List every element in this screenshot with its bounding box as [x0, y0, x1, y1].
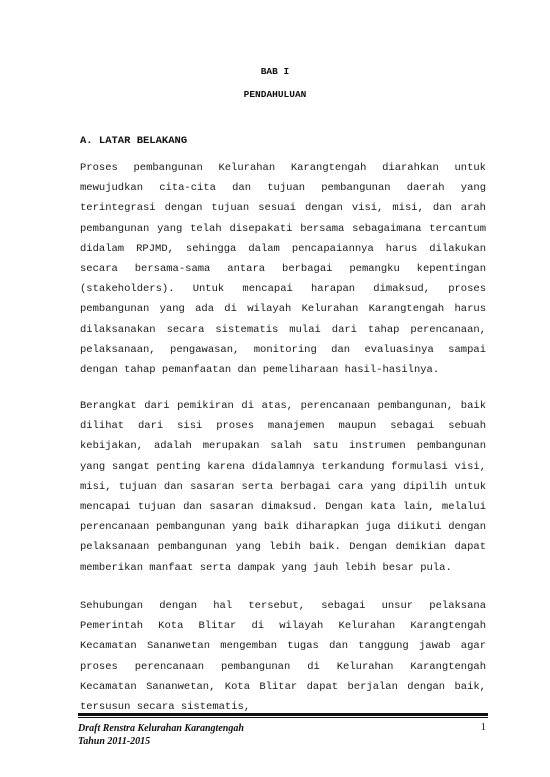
footer-text [78, 722, 244, 748]
chapter-title: PENDAHULUAN [243, 89, 307, 100]
footer-document-title: Draft Renstra Kelurahan Karangtengah [78, 723, 244, 734]
footer-year-range: Tahun 2011-2015 [78, 736, 151, 747]
section-heading: A. LATAR BELAKANG [80, 135, 188, 147]
chapter-number: BAB I [260, 66, 290, 77]
paragraph-3: Sehubungan dengan hal tersebut, sebagai unsur pelaksana Pemerintah Kota Blitar di wilayah Kelurahan Karangtengah Kecamatan Sananwetan mengemban tugas dan tanggung jawab agar proses perencanaan pembangunan di Kelurahan Karangtengah Kecamatan Sananwetan, Kota Blitar dapat berjalan dengan baik, tersusun secara sistematis, [80, 600, 486, 714]
page-number: 1 [480, 722, 486, 733]
footer-divider-thick [78, 713, 488, 716]
footer-divider-thin [78, 717, 488, 718]
paragraph-2: Berangkat dari pemikiran di atas, perencanaan pembangunan, baik dilihat dari sisi proses manajemen maupun sebagai sebuah kebijakan, adalah merupakan salah satu instrumen pembangunan yang sangat penting karena didalamnya terkandung formulasi visi, misi, tujuan dan sasaran serta berbagai cara yang dipilih untuk mencapai tujuan dan sasaran dimaksud. Dengan kata lain, melalui perencanaan pembangunan yang baik diharapkan juga diikuti dengan pelaksanaan pembangunan yang lebih baik. Dengan demikian dapat memberikan manfaat serta dampak yang jauh lebih besar pula. [80, 400, 486, 574]
paragraph-1: Proses pembangunan Kelurahan Karangtengah diarahkan untuk mewujudkan cita-cita dan tujuan pembangunan daerah yang terintegrasi dengan tujuan sesuai dengan visi, misi, dan arah pembangunan yang telah disepakati bersama sebagaimana tercantum didalam RPJMD, sehingga dalam pencapaiannya harus dilakukan secara bersama-sama antara berbagai pemangku kepentingan (stakeholders). Untuk mencapai harapan dimaksud, proses pembangunan yang ada di wilayah Kelurahan Karangtengah harus dilaksanakan secara sistematis mulai dari tahap perencanaan, pelaksanaan, pengawasan, monitoring dan evaluasinya sampai dengan tahap pemanfaatan dan pemeliharaan hasil-hasilnya. [80, 162, 486, 377]
